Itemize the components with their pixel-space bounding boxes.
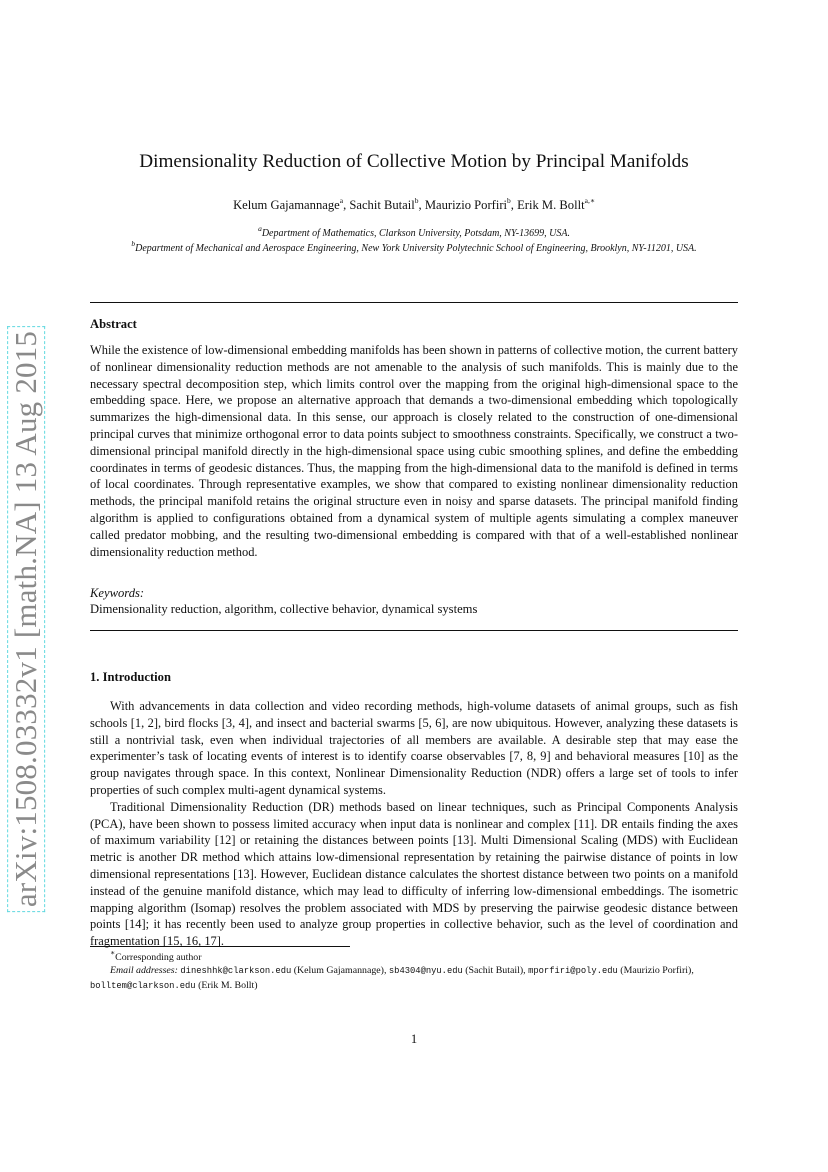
email-link[interactable]: mporfiri@poly.edu bbox=[528, 966, 618, 977]
abstract-top-rule bbox=[90, 302, 738, 303]
section-body bbox=[90, 698, 738, 950]
arxiv-stamp bbox=[4, 298, 48, 940]
section-heading: 1. Introduction bbox=[90, 670, 171, 684]
email-link[interactable]: dineshhk@clarkson.edu bbox=[180, 966, 292, 977]
author-name: Kelum Gajamannage bbox=[233, 198, 340, 212]
footnote-emails: Email addresses: dineshhk@clarkson.edu (Kelum Gajamannage), sb4304@nyu.edu (Sachit Butail), mporfiri@poly.edu (Maurizio Porfiri), bolltem@clarkson.edu (Erik M. Bollt) bbox=[90, 965, 694, 991]
email-link[interactable]: bolltem@clarkson.edu bbox=[90, 980, 196, 991]
email-link[interactable]: sb4304@nyu.edu bbox=[388, 966, 463, 977]
arxiv-id[interactable]: arXiv:1508.03332v1 [math.NA] 13 Aug 2015 bbox=[8, 327, 44, 911]
author-affil-mark: a bbox=[339, 196, 344, 206]
paper-title: Dimensionality Reduction of Collective Motion by Principal Manifolds bbox=[139, 151, 689, 172]
abstract-bottom-rule bbox=[90, 630, 738, 631]
author-affil-mark: b bbox=[414, 196, 419, 206]
author-name: Maurizio Porfiri bbox=[424, 198, 508, 212]
abstract-heading: Abstract bbox=[90, 317, 137, 331]
author-list: Kelum Gajamannage$^a$, Sachit Butail$^b$, Maurizio Porfiri$^b$, Erik M. Bollt$^{a,∗}$ bbox=[233, 196, 595, 212]
affiliation: $^b$Department of Mechanical and Aerospace Engineering, New York University Polytechnic School of Engineering, Brooklyn, NY-11201, USA. bbox=[131, 238, 697, 254]
footnote-corresponding: ∗Corresponding author bbox=[110, 948, 202, 963]
keywords-text: Dimensionality reduction, algorithm, collective behavior, dynamical systems bbox=[90, 602, 478, 616]
abstract-text: While the existence of low-dimensional embedding manifolds has been shown in patterns of collective motion, the current battery of nonlinear dimensionality reduction methods are not amenable to the analysis of such manifolds. This is mainly due to the necessary spectral decomposition step, which limits control over the mapping from the original high-dimensional space to the embedding space. Here, we propose an alternative approach that demands a two-dimensional embedding which topologically summarizes the high-dimensional data. In this sense, our approach is closely related to the construction of one-dimensional principal curves that minimize orthogonal error to data points subject to smoothness constraints. Specifically, we construct a two-dimensional principal manifold directly in the high-dimensional space using cubic smoothing splines, and define the embedding coordinates in terms of geodesic distances. Thus, the mapping from the high-dimensional data to the manifold is defined in terms of local coordinates. Through representative examples, we show that compared to existing nonlinear dimensionality reduction methods, the principal manifold retains the original structure even in noisy and sparse datasets. The principal manifold finding algorithm is applied to configurations obtained from a dynamical system of multiple agents simulating a complex maneuver called predator mobbing, and the resulting two-dimensional embedding is compared with that of a well-established nonlinear dimensionality reduction method. bbox=[90, 343, 738, 559]
page-number: 1 bbox=[410, 1032, 418, 1046]
author-affil-mark: b bbox=[507, 196, 511, 206]
footnote-rule bbox=[90, 946, 350, 947]
footnotes bbox=[90, 948, 738, 993]
author-affil-mark: a,∗ bbox=[584, 196, 595, 206]
affiliation: $^a$Department of Mathematics, Clarkson University, Potsdam, NY-13699, USA. bbox=[258, 224, 570, 239]
affiliations bbox=[70, 224, 758, 256]
body-paragraph: With advancements in data collection and video recording methods, high-volume datasets of animal groups, such as fish schools [1, 2], bird flocks [3, 4], and insect and bacterial swarms [5, 6], are now ubiquitous. However, analyzing these datasets is still a nontrivial task, even when individual trajectories of all members are available. A desirable step that may ease the experimenter’s task of locating events of interest is to identify coarse observables [7, 8, 9] and behavioral measures [10] as the group navigates through space. In this context, Nonlinear Dimensionality Reduction (NDR) offers a large set of tools to infer properties of such complex multi-agent dynamical systems. bbox=[90, 699, 738, 797]
keywords-heading: Keywords: bbox=[90, 586, 145, 600]
body-paragraph: Traditional Dimensionality Reduction (DR) methods based on linear techniques, such as Principal Components Analysis (PCA), have been shown to possess limited accuracy when input data is nonlinear and complex [11]. DR entails finding the axes of maximum variability [12] or retaining the distances between points [13]. Multi Dimensional Scaling (MDS) with Euclidean metric is another DR method which attains low-dimensional representation by retaining the pairwise distance of points in low dimensional representations [13]. However, Euclidean distance calculates the shortest distance between two points on a manifold instead of the genuine manifold distance, which may lead to difficulty of inferring low-dimensional embeddings. The isometric mapping algorithm (Isomap) resolves the problem associated with MDS by preserving the pairwise geodesic distance between points [14]; it has recently been used to analyze group properties in collective behavior, such as the level of coordination and fragmentation [15, 16, 17]. bbox=[90, 799, 738, 949]
author-name: Sachit Butail bbox=[349, 198, 415, 212]
author-name: Erik M. Bollt bbox=[517, 198, 585, 212]
